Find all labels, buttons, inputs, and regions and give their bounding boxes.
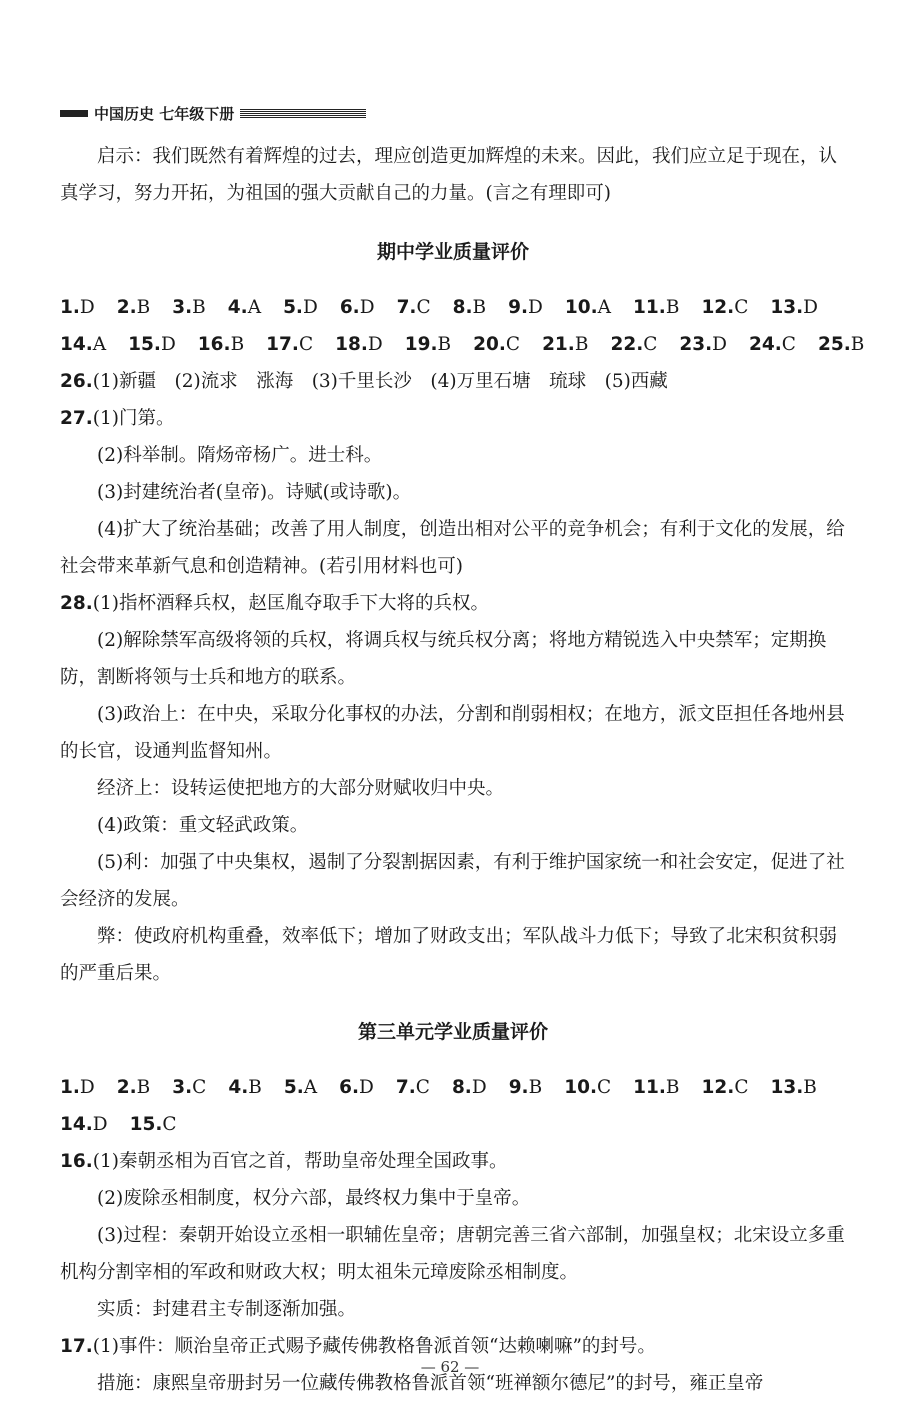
mc-answer-item	[128, 326, 176, 363]
q17-line: 措施：康熙皇帝册封另一位藏传佛教格鲁派首领“班禅额尔德尼”的封号，雍正皇帝	[97, 1373, 764, 1394]
midterm-mc-row-2	[60, 326, 865, 363]
mc-answer-item	[130, 1106, 177, 1143]
mc-answer-item	[564, 1069, 611, 1106]
q28-answer	[60, 585, 846, 622]
mc-answer-item	[396, 1069, 430, 1106]
mc-answer-letter: B	[803, 1077, 817, 1098]
header-bar-right	[240, 109, 366, 119]
mc-question-number: 25.	[817, 334, 851, 355]
q27-line: (2)科举制。隋炀帝杨广。进士科。	[97, 445, 383, 466]
running-header	[60, 103, 366, 124]
unit3-mc-row-1	[60, 1069, 846, 1106]
question-number: 16.	[60, 1151, 93, 1172]
mc-answer-item	[60, 326, 106, 363]
mc-answer-letter: B	[230, 334, 245, 355]
mc-answer-item	[172, 1069, 206, 1106]
mc-answer-item	[565, 289, 611, 326]
mc-question-number: 12.	[701, 297, 735, 318]
q27-answer	[60, 400, 846, 437]
mc-question-number: 11.	[633, 297, 666, 318]
mc-answer-letter: B	[136, 297, 151, 318]
mc-answer-item	[452, 1069, 487, 1106]
mc-question-number: 13.	[770, 1077, 804, 1098]
mc-answer-letter: C	[596, 1077, 612, 1098]
mc-answer-letter: A	[92, 334, 107, 355]
mc-answer-item	[339, 1069, 374, 1106]
mc-question-number: 4.	[227, 297, 248, 318]
midterm-mc-row-1	[60, 289, 846, 326]
mc-answer-letter: B	[437, 334, 452, 355]
mc-question-number: 19.	[404, 334, 438, 355]
mc-answer-item	[228, 289, 261, 326]
mc-answer-letter: B	[136, 1077, 151, 1098]
mc-question-number: 2.	[116, 1077, 137, 1098]
mc-answer-letter: D	[803, 297, 818, 318]
answer-text: (1)指杯酒释兵权，赵匡胤夺取手下大将的兵权。	[92, 593, 489, 614]
mc-answer-letter: D	[79, 297, 95, 318]
mc-answer-letter: C	[162, 1114, 177, 1135]
mc-question-number: 6.	[339, 297, 360, 318]
mc-question-number: 10.	[564, 1077, 597, 1098]
mc-answer-letter: B	[665, 297, 680, 318]
mc-question-number: 9.	[508, 297, 529, 318]
mc-question-number: 15.	[128, 334, 161, 355]
question-number: 17.	[60, 1336, 93, 1357]
mc-answer-item	[405, 326, 451, 363]
mc-answer-item	[228, 1069, 262, 1106]
mc-answer-letter: A	[597, 297, 612, 318]
mc-answer-item	[172, 289, 206, 326]
mc-answer-item	[60, 1106, 108, 1143]
mc-answer-item	[340, 289, 375, 326]
mc-answer-letter: A	[303, 1077, 318, 1098]
mc-answer-item	[453, 289, 487, 326]
q28-line: 经济上：设转运使把地方的大部分财赋收归中央。	[97, 778, 505, 799]
mc-question-number: 12.	[701, 1077, 735, 1098]
page-number: — 62 —	[420, 1358, 480, 1376]
mc-answer-item	[508, 289, 543, 326]
mc-answer-letter: D	[302, 297, 318, 318]
mc-answer-item	[610, 326, 657, 363]
mc-answer-letter: D	[471, 1077, 487, 1098]
mc-answer-letter: B	[665, 1077, 680, 1098]
q16-line: 实质：封建君主专制逐渐加强。	[97, 1299, 357, 1320]
header-title: 中国历史 七年级下册	[94, 105, 235, 123]
mc-answer-letter: B	[472, 297, 487, 318]
mc-question-number: 21.	[542, 334, 575, 355]
mc-answer-item	[335, 326, 383, 363]
mc-question-number: 14.	[60, 334, 93, 355]
mc-answer-item	[117, 1069, 151, 1106]
mc-answer-item	[266, 326, 313, 363]
q16-line: (3)过程：秦朝开始设立丞相一职辅佐皇帝；唐朝完善三省六部制，加强皇权；北宋设立多重机构分割宰相的军政和财政大权；明太祖朱元璋废除丞相制度。	[60, 1225, 845, 1283]
mc-answer-letter: D	[92, 1114, 108, 1135]
mc-question-number: 1.	[60, 297, 80, 318]
mc-answer-item	[473, 326, 520, 363]
mc-answer-letter: C	[298, 334, 314, 355]
q28-line: (3)政治上：在中央，采取分化事权的办法，分割和削弱相权；在地方，派文臣担任各地州县的长官，设通判监督知州。	[60, 704, 845, 762]
mc-question-number: 2.	[116, 297, 137, 318]
q27-line: (3)封建统治者(皇帝)。诗赋(或诗歌)。	[97, 482, 412, 503]
q16-line: (2)废除丞相制度，权分六部，最终权力集中于皇帝。	[97, 1188, 531, 1209]
mc-question-number: 9.	[508, 1077, 529, 1098]
answer-text: (1)门第。	[92, 408, 175, 429]
mc-answer-letter: D	[359, 297, 375, 318]
mc-answer-letter: B	[574, 334, 589, 355]
mc-answer-letter: D	[528, 297, 543, 318]
mc-answer-letter: D	[712, 334, 728, 355]
question-number: 27.	[60, 408, 93, 429]
mc-answer-item	[818, 326, 864, 363]
q28-line: (2)解除禁军高级将领的兵权，将调兵权与统兵权分离；将地方精锐选入中央禁军；定期换防，割断将领与士兵和地方的联系。	[60, 630, 827, 688]
mc-answer-item	[117, 289, 151, 326]
mc-question-number: 1.	[60, 1077, 80, 1098]
mc-answer-letter: C	[643, 334, 658, 355]
mc-question-number: 3.	[172, 1077, 193, 1098]
mc-question-number: 24.	[749, 334, 782, 355]
mc-question-number: 10.	[564, 297, 598, 318]
midterm-section-title: 期中学业质量评价	[376, 241, 529, 263]
mc-answer-item	[679, 326, 727, 363]
mc-answer-item	[284, 1069, 317, 1106]
mc-answer-item	[770, 1069, 816, 1106]
mc-answer-letter: B	[850, 334, 865, 355]
mc-question-number: 6.	[339, 1077, 360, 1098]
mc-answer-item	[770, 289, 818, 326]
mc-answer-item	[509, 1069, 543, 1106]
mc-answer-item	[633, 1069, 679, 1106]
mc-answer-letter: D	[160, 334, 176, 355]
question-number: 28.	[60, 593, 93, 614]
mc-question-number: 17.	[266, 334, 299, 355]
mc-answer-letter: B	[528, 1077, 543, 1098]
mc-answer-item	[60, 1069, 95, 1106]
mc-question-number: 5.	[283, 1077, 304, 1098]
mc-question-number: 11.	[633, 1077, 666, 1098]
mc-question-number: 8.	[452, 297, 473, 318]
mc-answer-letter: C	[416, 297, 431, 318]
mc-answer-letter: B	[248, 1077, 262, 1098]
mc-answer-letter: C	[415, 1077, 430, 1098]
mc-answer-letter: A	[247, 297, 262, 318]
q28-line: 弊：使政府机构重叠，效率低下；增加了财政支出；军队战斗力低下；导致了北宋积贫积弱的严重后果。	[60, 926, 838, 984]
mc-question-number: 13.	[770, 297, 804, 318]
mc-question-number: 7.	[395, 1077, 416, 1098]
answer-text: (1)事件：顺治皇帝正式赐予藏传佛教格鲁派首领“达赖喇嘛”的封号。	[92, 1336, 656, 1357]
mc-question-number: 8.	[451, 1077, 472, 1098]
header-bar-left	[60, 110, 88, 117]
mc-question-number: 4.	[228, 1077, 249, 1098]
q27-line: (4)扩大了统治基础；改善了用人制度，创造出相对公平的竞争机会；有利于文化的发展，给社会带来革新气息和创造精神。(若引用材料也可)	[60, 519, 845, 577]
mc-answer-letter: C	[781, 334, 796, 355]
mc-answer-item	[749, 326, 796, 363]
mc-question-number: 20.	[473, 334, 506, 355]
page-content	[60, 138, 865, 1402]
answer-text: (1)新疆 (2)流求 涨海 (3)千里长沙 (4)万里石塘 琉球 (5)西藏	[92, 371, 668, 392]
mc-question-number: 14.	[60, 1114, 93, 1135]
mc-question-number: 22.	[610, 334, 644, 355]
answer-text: (1)秦朝丞相为百官之首，帮助皇帝处理全国政事。	[92, 1151, 508, 1172]
unit3-section-title: 第三单元学业质量评价	[357, 1021, 548, 1043]
mc-answer-item	[397, 289, 431, 326]
mc-answer-item	[198, 326, 244, 363]
mc-answer-letter: C	[734, 297, 749, 318]
mc-answer-letter: C	[734, 1077, 749, 1098]
mc-answer-item	[283, 289, 318, 326]
mc-question-number: 3.	[172, 297, 193, 318]
q16-answer	[60, 1143, 846, 1180]
mc-question-number: 16.	[197, 334, 231, 355]
mc-answer-letter: D	[359, 1077, 374, 1098]
mc-question-number: 7.	[396, 297, 417, 318]
mc-answer-item	[60, 289, 95, 326]
mc-answer-letter: B	[192, 297, 206, 318]
q26-answer	[60, 363, 846, 400]
mc-answer-item	[701, 289, 748, 326]
mc-question-number: 5.	[283, 297, 303, 318]
unit3-mc-row-2	[60, 1106, 846, 1143]
mc-answer-letter: D	[79, 1077, 95, 1098]
mc-question-number: 23.	[679, 334, 713, 355]
mc-answer-letter: C	[505, 334, 521, 355]
mc-answer-letter: C	[192, 1077, 207, 1098]
intro-paragraph: 启示：我们既然有着辉煌的过去，理应创造更加辉煌的未来。因此，我们应立足于现在，认真学习，努力开拓，为祖国的强大贡献自己的力量。(言之有理即可)	[60, 146, 838, 204]
q28-line: (5)利：加强了中央集权，遏制了分裂割据因素，有利于维护国家统一和社会安定，促进了社会经济的发展。	[60, 852, 845, 910]
mc-answer-item	[633, 289, 679, 326]
mc-answer-item	[702, 1069, 749, 1106]
mc-answer-item	[542, 326, 588, 363]
mc-answer-letter: D	[367, 334, 383, 355]
mc-question-number: 18.	[335, 334, 368, 355]
q28-line: (4)政策：重文轻武政策。	[97, 815, 309, 836]
question-number: 26.	[60, 371, 93, 392]
mc-question-number: 15.	[129, 1114, 163, 1135]
